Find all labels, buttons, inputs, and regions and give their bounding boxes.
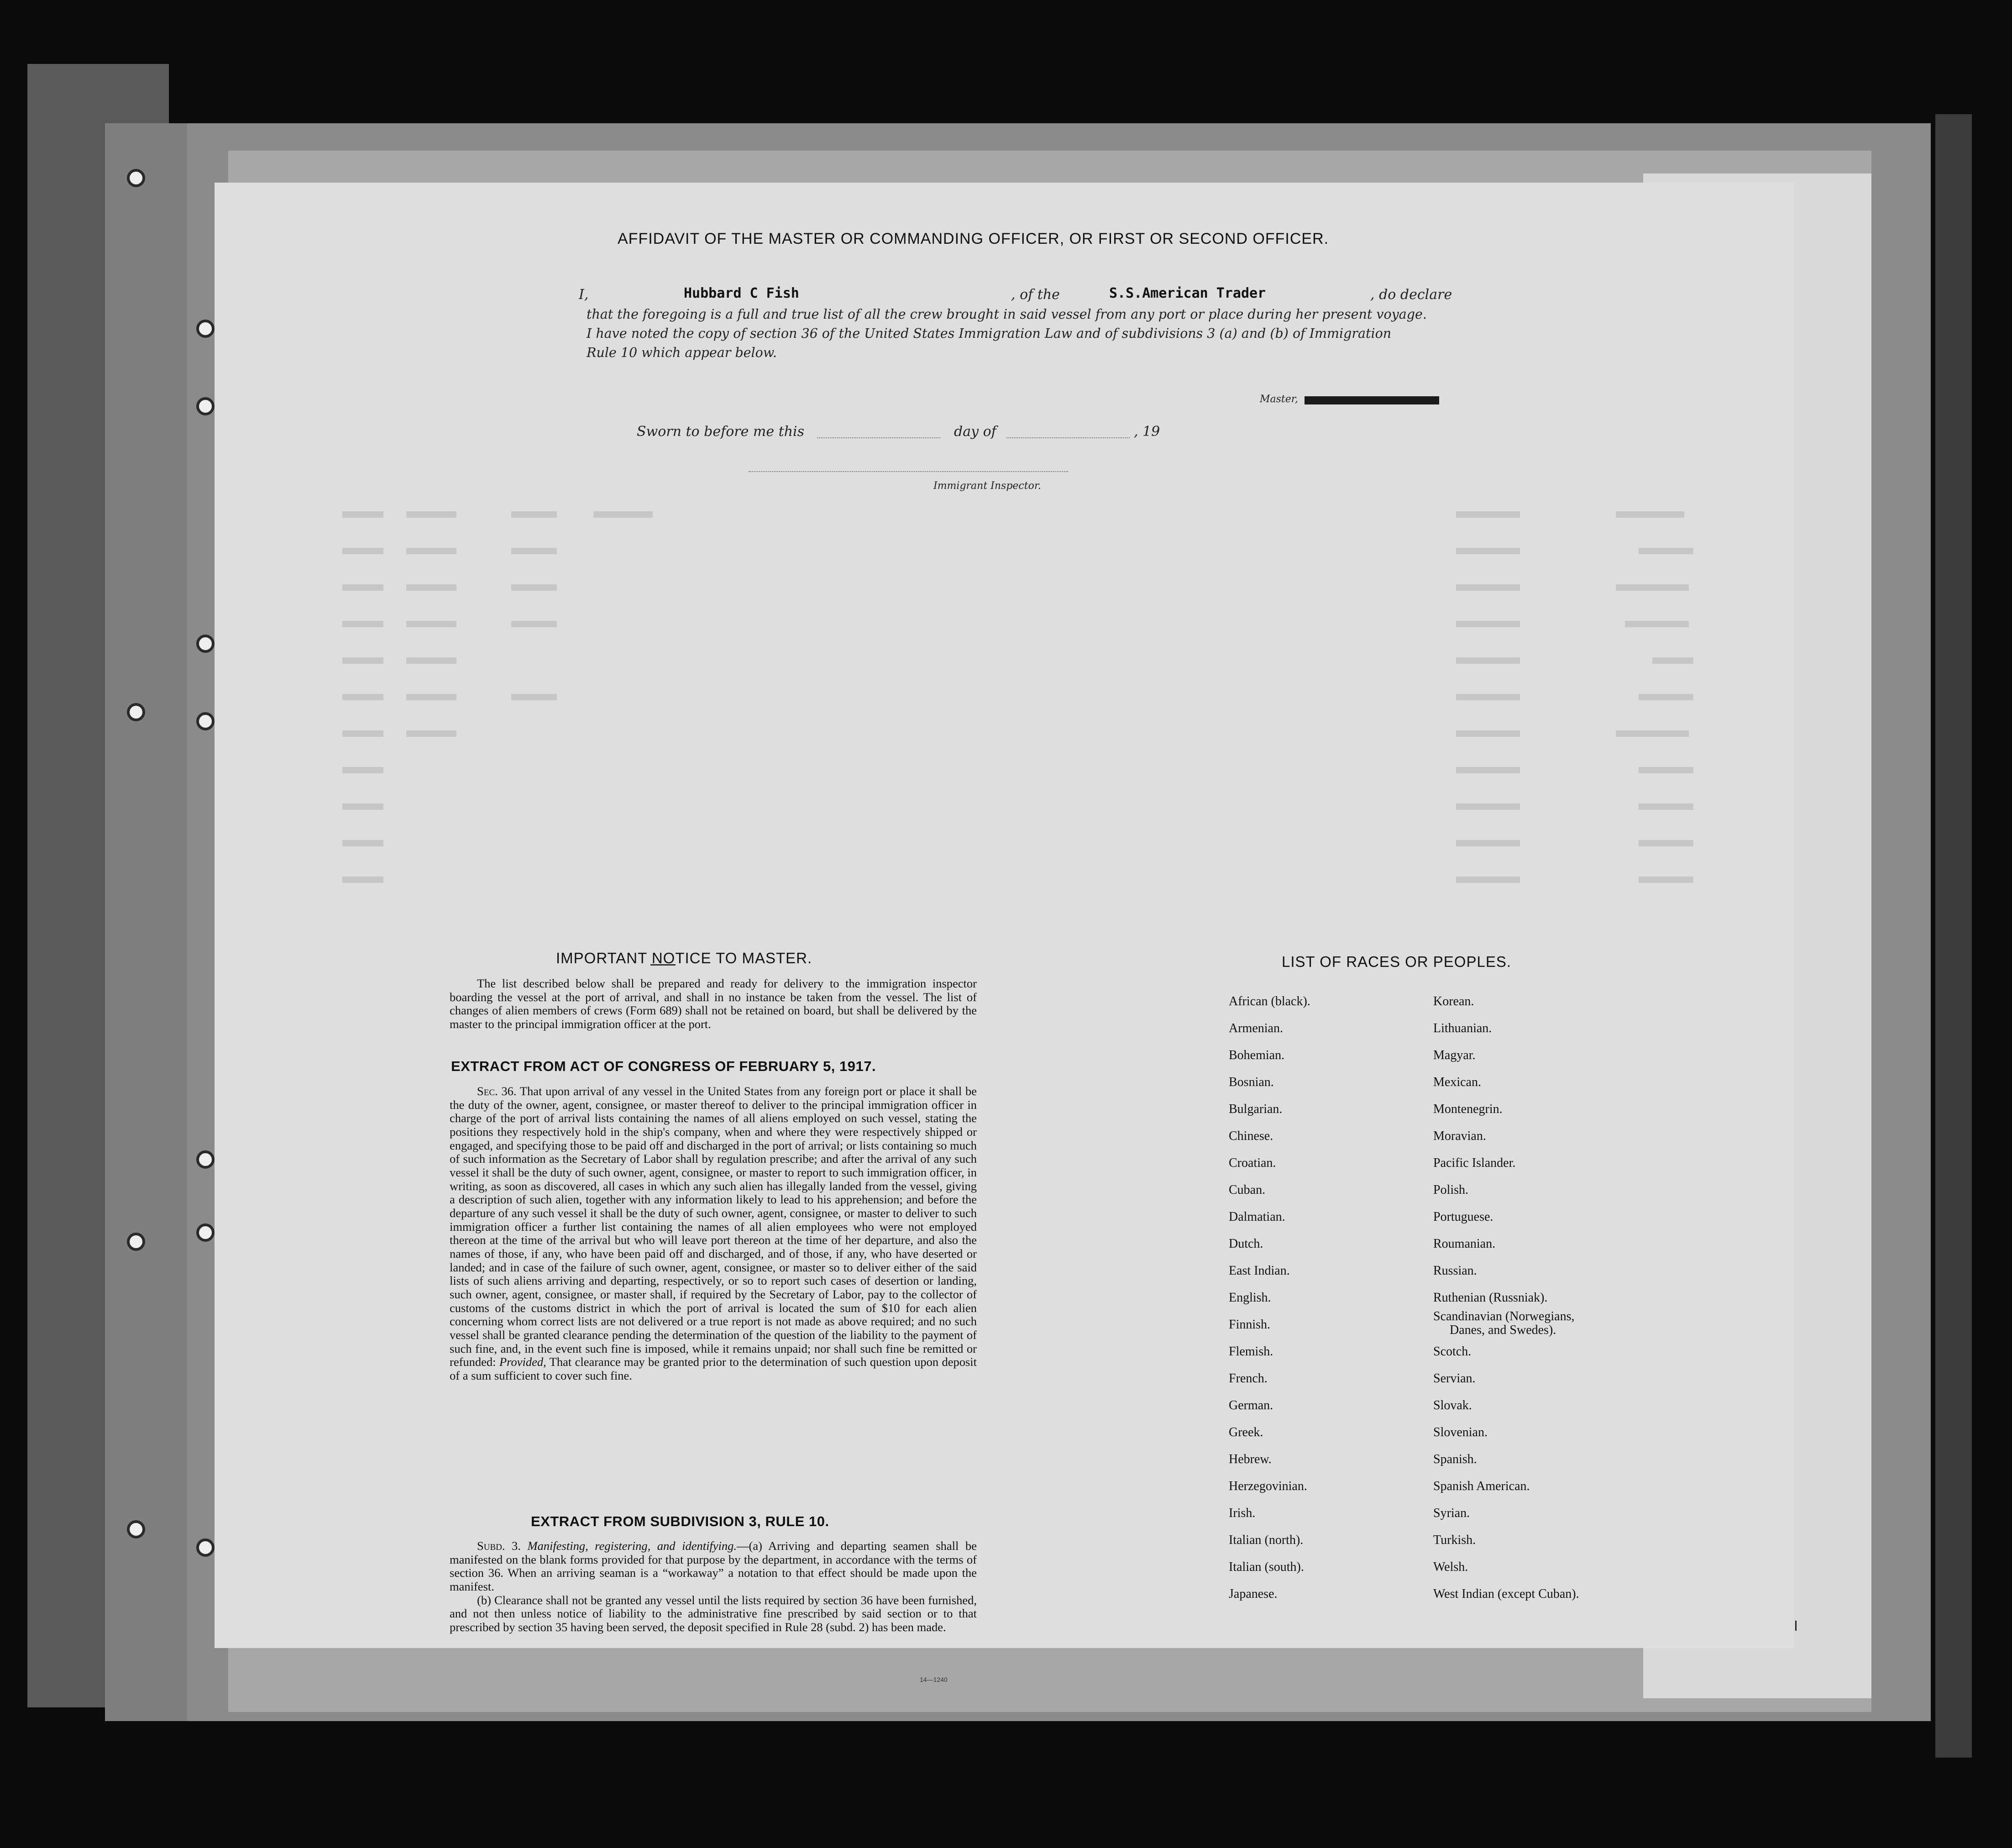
race-item: Bohemian.	[1229, 1048, 1285, 1062]
race-item: Finnish.	[1229, 1318, 1271, 1332]
binder-hole	[127, 169, 145, 187]
binder-hole	[196, 1223, 215, 1242]
race-item: Flemish.	[1229, 1344, 1273, 1359]
vessel-name-field: S.S.American Trader	[1109, 285, 1266, 301]
races-title: LIST OF RACES OR PEOPLES.	[1282, 953, 1512, 970]
subdivision-heading: Manifesting, registering, and identifying.	[527, 1539, 737, 1553]
rule-extract-body	[450, 1539, 977, 1634]
notice-text: The list described below shall be prepared and ready for delivery to the immigration inspector boarding the vessel at the port of arrival, and shall in no instance be taken from the vessel. The list of changes of alien members of crews (Form 689) shall not be retained on board, but shall be delivered by the master to the principal immigration officer at the port.	[450, 976, 977, 1031]
race-item: Ruthenian (Russniak).	[1433, 1291, 1548, 1305]
notice-title: IMPORTANT NOTICE TO MASTER.	[556, 950, 812, 966]
affidavit-line-2: that the foregoing is a full and true list of all the crew brought in said vessel from any port or place during her present voyage.	[587, 307, 1427, 322]
race-item: Lithuanian.	[1433, 1021, 1492, 1035]
binder-right-edge	[1935, 114, 1972, 1758]
race-item: Portuguese.	[1433, 1210, 1493, 1224]
binder-hole	[196, 1150, 215, 1169]
binder-strip	[105, 123, 187, 1721]
race-item: Magyar.	[1433, 1048, 1476, 1062]
bleed-through-pattern	[338, 511, 1798, 968]
affidavit-line-3: I have noted the copy of section 36 of the United States Immigration Law and of subdivisions 3 (a) and (b) of Immigration	[587, 326, 1392, 341]
binder-hole	[127, 703, 145, 721]
inspector-signature-line	[749, 471, 1068, 472]
struck-out-title	[1305, 396, 1439, 404]
race-item: Italian (south).	[1229, 1560, 1304, 1574]
notice-body	[450, 977, 977, 1031]
binder-hole	[196, 1538, 215, 1557]
race-item: Spanish American.	[1433, 1479, 1530, 1493]
race-item: East Indian.	[1229, 1264, 1290, 1278]
binder-hole	[196, 712, 215, 730]
master-name-field: Hubbard C Fish	[684, 285, 799, 301]
act-extract-body	[450, 1085, 977, 1383]
race-item: Slovak.	[1433, 1398, 1472, 1412]
race-item: French.	[1229, 1371, 1268, 1386]
race-item: Servian.	[1433, 1371, 1476, 1386]
race-item: Bulgarian.	[1229, 1102, 1283, 1116]
binder-hole	[196, 635, 215, 653]
affidavit-title: AFFIDAVIT OF THE MASTER OR COMMANDING OFFICER, OR FIRST OR SECOND OFFICER.	[618, 230, 1329, 247]
race-item: Welsh.	[1433, 1560, 1468, 1574]
race-item: Scotch.	[1433, 1344, 1472, 1359]
race-item: English.	[1229, 1291, 1271, 1305]
race-item: West Indian (except Cuban).	[1433, 1587, 1579, 1601]
race-item: Cuban.	[1229, 1183, 1266, 1197]
binder-hole	[196, 320, 215, 338]
race-item: Montenegrin.	[1433, 1102, 1503, 1116]
declarant-label: I,	[579, 287, 589, 303]
race-item: Hebrew.	[1229, 1452, 1272, 1466]
race-item: Slovenian.	[1433, 1425, 1488, 1439]
race-item: Russian.	[1433, 1264, 1477, 1278]
of-the-label: , of the	[1011, 287, 1060, 303]
race-item: African (black).	[1229, 994, 1310, 1008]
race-item: Roumanian.	[1433, 1237, 1496, 1251]
race-item: Pacific Islander.	[1433, 1156, 1516, 1170]
rule-extract-title: EXTRACT FROM SUBDIVISION 3, RULE 10.	[531, 1513, 829, 1529]
section-36-text-end: That clearance may be granted prior to the determination of such question upon deposit of a sum sufficient to cover such fine.	[450, 1355, 977, 1383]
race-item: Dutch.	[1229, 1237, 1263, 1251]
race-item: Greek.	[1229, 1425, 1263, 1439]
race-item: Turkish.	[1433, 1533, 1476, 1547]
race-item: Mexican.	[1433, 1075, 1481, 1089]
race-item: Irish.	[1229, 1506, 1256, 1520]
section-36-text: That upon arrival of any vessel in the United States from any foreign port or place it shall be the duty of the owner, agent, consignee, or master thereof to deliver to the principal immigration officer in charge of the port of arrival lists containing the names of all aliens employed on such vessel, stating the positions they respectively hold in the ship's company, when and where they were respectively shipped or engaged, and specifying those to be paid off and discharged in the port of arrival; or lists containing so much of such information as the Secretary of Labor shall by regulation prescribe; and after the arrival of any such vessel it shall be the duty of such owner, agent, consignee, or master to report to such immigration officer, in writing, as soon as discovered, all cases in which any such alien has illegally landed from the vessel, giving a description of such alien, together with any information likely to lead to his apprehension; and before the departure of any such vessel it shall be the duty of such owner, agent, consignee, or master to deliver to such immigration officer a further list containing the names of all alien employees who were not employed thereon at the time of the arrival but who will leave port thereon at the time of her departure, and also the names of those, if any, who have been paid off and discharged, and of those, if any, who have deserted or landed; and in case of the failure of such owner, agent, consignee, or master so to deliver either of the said lists of such aliens arriving and departing, respectively, or so to report such cases of desertion or landing, such owner, agent, consignee, or master shall, if required by the Secretary of Labor, pay to the collector of customs of the customs district in which the port of arrival is located the sum of $10 for each alien concerning whom correct lists are not delivered or a true report is not made as above required; and no such vessel shall be granted clearance pending the determination of the question of the liability to the payment of such fine, and, in the event such fine is imposed, while it remains unpaid; nor shall such fine be remitted or refunded:	[450, 1084, 977, 1369]
subdivision-label: Subd. 3.	[477, 1539, 521, 1553]
race-item: Scandinavian (Norwegians,	[1433, 1309, 1575, 1323]
page-mark	[1795, 1621, 1797, 1631]
race-item: German.	[1229, 1398, 1273, 1412]
race-item: Syrian.	[1433, 1506, 1470, 1520]
binder-hole	[127, 1520, 145, 1538]
race-item: Spanish.	[1433, 1452, 1477, 1466]
race-item: Croatian.	[1229, 1156, 1276, 1170]
race-item: Korean.	[1433, 994, 1474, 1008]
sworn-label: Sworn to before me this	[637, 424, 805, 440]
race-item: Polish.	[1433, 1183, 1469, 1197]
race-item: Italian (north).	[1229, 1533, 1304, 1547]
sworn-month-field	[1006, 437, 1130, 438]
affidavit-line-4: Rule 10 which appear below.	[587, 345, 777, 360]
year-label: , 19	[1134, 424, 1160, 440]
race-item: Armenian.	[1229, 1021, 1283, 1035]
race-item: Danes, and Swedes).	[1450, 1323, 1556, 1337]
subdivision-b-text: (b) Clearance shall not be granted any vessel until the lists required by section 36 have been furnished, and not then unless notice of liability to the administrative fine prescribed by said section or to that prescribed by section 35 having been served, the deposit specified in Rule 28 (subd. 2) has been made.	[450, 1593, 977, 1634]
form-number: 14—1240	[920, 1676, 948, 1683]
binder-hole	[127, 1233, 145, 1251]
declare-label: , do declare	[1370, 287, 1452, 303]
race-item: Chinese.	[1229, 1129, 1273, 1143]
inspector-label: Immigrant Inspector.	[933, 480, 1041, 492]
section-label: Sec. 36.	[477, 1084, 517, 1098]
master-signature-label: Master,	[1260, 394, 1298, 405]
race-item: Bosnian.	[1229, 1075, 1274, 1089]
day-of-label: day of	[954, 424, 996, 440]
race-item: Moravian.	[1433, 1129, 1486, 1143]
race-item: Japanese.	[1229, 1587, 1278, 1601]
binder-hole	[196, 397, 215, 415]
act-extract-title: EXTRACT FROM ACT OF CONGRESS OF FEBRUARY 5, 1917.	[451, 1058, 876, 1074]
race-item: Dalmatian.	[1229, 1210, 1285, 1224]
race-item: Herzegovinian.	[1229, 1479, 1307, 1493]
provided-word: Provided,	[499, 1355, 546, 1369]
sworn-day-field	[817, 437, 940, 438]
subdivision-a-text: —(a) Arriving and departing seamen shall be manifested on the blank forms provided for that purpose by the department, in accordance with the terms of section 36. When an arriving seaman is a “workaway” a notation to that effect should be made upon the manifest.	[450, 1539, 977, 1594]
